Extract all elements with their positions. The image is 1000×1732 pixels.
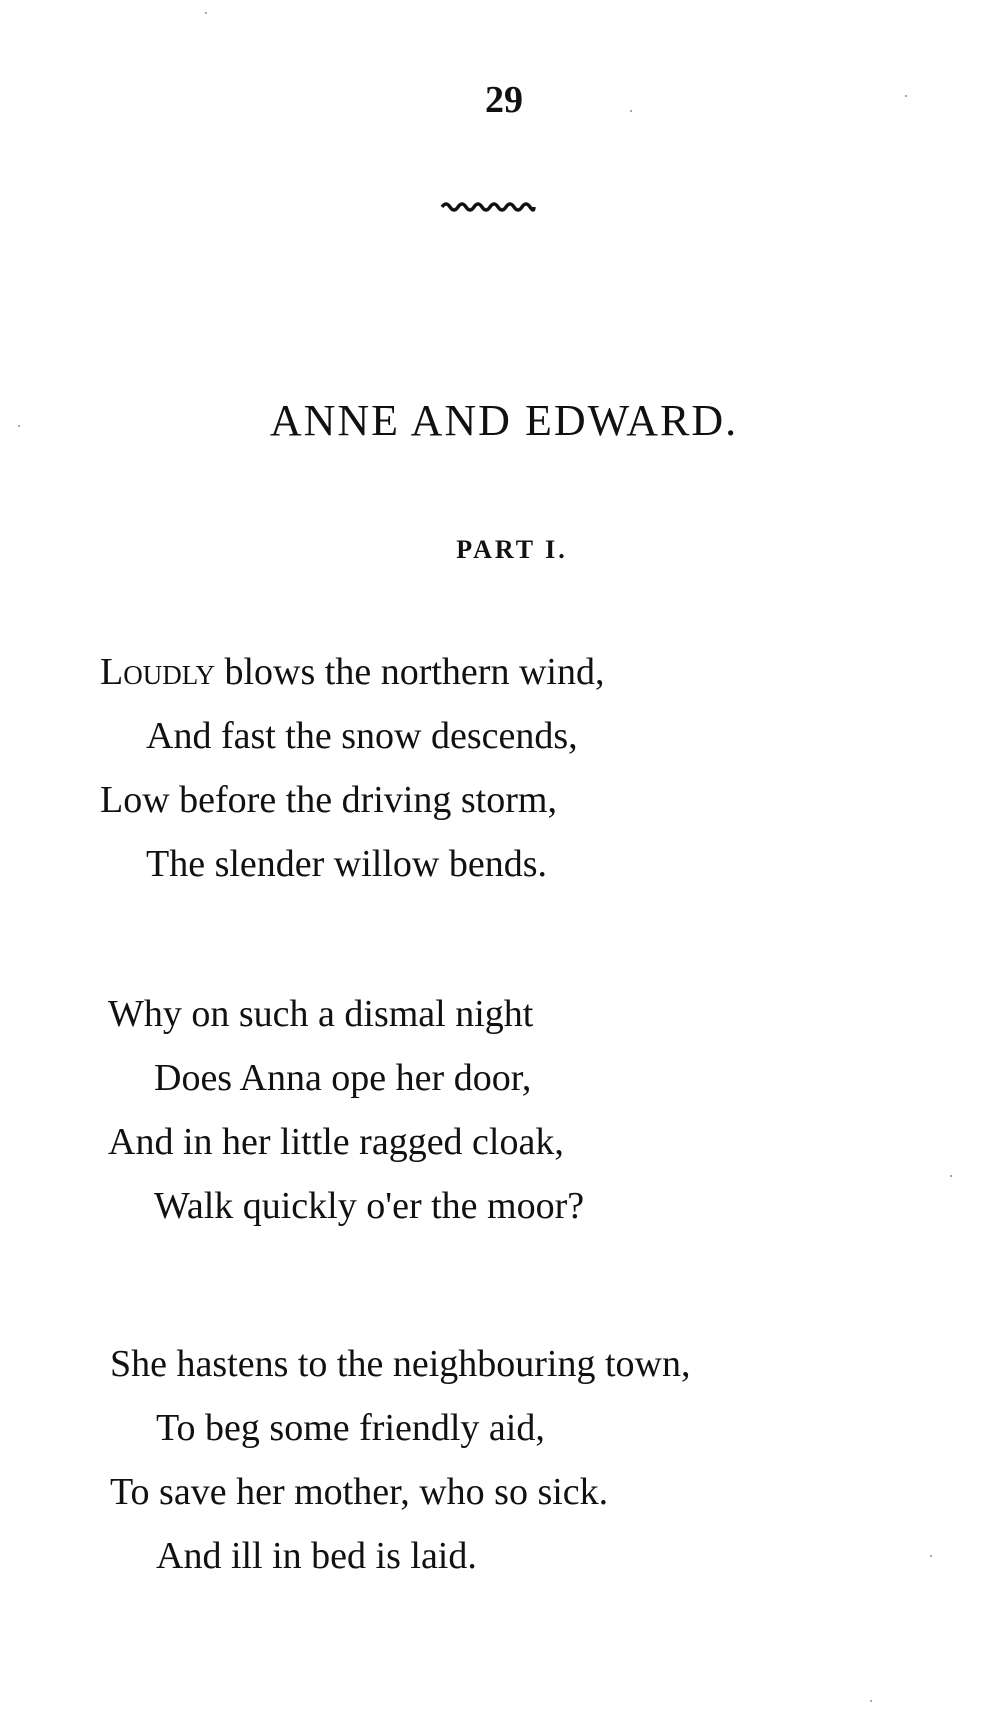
verse-line: The slender willow bends. bbox=[146, 843, 548, 885]
verse-line: Does Anna ope her door, bbox=[154, 1057, 532, 1099]
paper-speck bbox=[18, 425, 20, 427]
paper-speck bbox=[870, 1700, 872, 1702]
opening-word: Loudly bbox=[100, 651, 215, 693]
stanza-1 bbox=[100, 640, 604, 896]
part-heading: PART I. bbox=[456, 535, 568, 564]
verse-line: She hastens to the neighbouring town, bbox=[110, 1343, 691, 1385]
verse-line: Walk quickly o'er the moor? bbox=[154, 1185, 585, 1227]
stanza-3 bbox=[110, 1332, 690, 1588]
poem-title: ANNE AND EDWARD. bbox=[269, 396, 739, 445]
verse-line: And ill in bed is laid. bbox=[156, 1535, 477, 1577]
paper-speck bbox=[905, 95, 907, 97]
wave-ornament bbox=[440, 200, 536, 214]
verse-line: To save her mother, who so sick. bbox=[110, 1471, 609, 1513]
verse-line: And fast the snow descends, bbox=[146, 715, 578, 757]
paper-speck bbox=[930, 1555, 932, 1557]
paper-speck bbox=[630, 110, 632, 112]
verse-line: To beg some friendly aid, bbox=[156, 1407, 545, 1449]
verse-line: Low before the driving storm, bbox=[100, 779, 557, 821]
page-number: 29 bbox=[485, 79, 523, 121]
verse-line: Why on such a dismal night bbox=[108, 993, 534, 1035]
verse-line: And in her little ragged cloak, bbox=[108, 1121, 564, 1163]
paper-speck bbox=[950, 1175, 952, 1177]
stanza-2 bbox=[108, 982, 584, 1238]
paper-speck bbox=[205, 12, 207, 14]
verse-line: Loudly blows the northern wind, bbox=[100, 651, 605, 693]
